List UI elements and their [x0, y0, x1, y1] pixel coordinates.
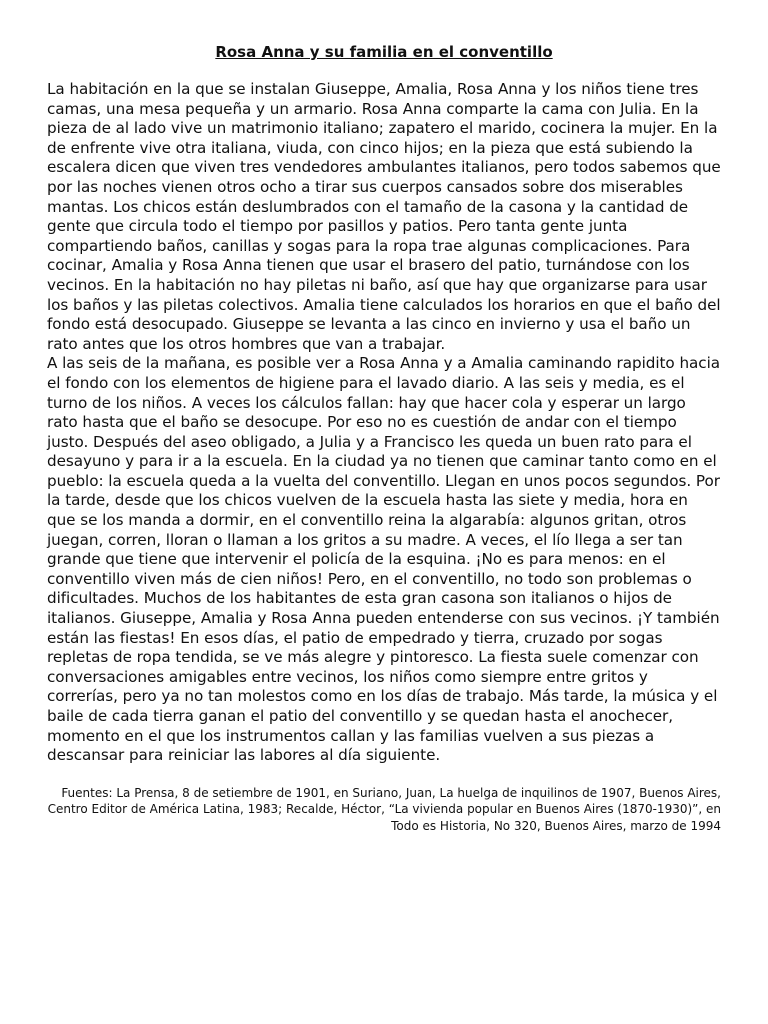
- paragraph-2: A las seis de la mañana, es posible ver a Rosa Anna y a Amalia caminando rapidito hacia el fondo con los elementos de higiene para el lavado diario. A las seis y media, es el turno de los niños. A veces los cálculos fallan: hay que hacer cola y esperar un largo rato hasta que el baño se desocupe. Por eso no es cuestión de andar con el tiempo justo. Después del aseo obligado, a Julia y a Francisco les queda un buen rato para el desayuno y para ir a la escuela. En la ciudad ya no tienen que caminar tanto como en el pueblo: la escuela queda a la vuelta del conventillo. Llegan en unos pocos segundos. Por la tarde, desde que los chicos vuelven de la escuela hasta las siete y media, hora en que se los manda a dormir, en el conventillo reina la algarabía: algunos gritan, otros juegan, corren, lloran o llaman a los gritos a su madre. A veces, el lío llega a ser tan grande que tiene que intervenir el policía de la esquina. ¡No es para menos: en el conventillo viven más de cien niños! Pero, en el conventillo, no todo son problemas o dificultades. Muchos de los habitantes de esta gran casona son italianos o hijos de italianos. Giuseppe, Amalia y Rosa Anna pueden entenderse con sus vecinos. ¡Y también están las fiestas! En esos días, el patio de empedrado y tierra, cruzado por sogas repletas de ropa tendida, se ve más alegre y pintoresco. La fiesta suele comenzar con conversaciones amigables entre vecinos, los niños como siempre entre gritos y correrías, pero ya no tan molestos como en los días de trabajo. Más tarde, la música y el baile de cada tierra ganan el patio del conventillo y se quedan hasta el anochecer, momento en el que los instrumentos callan y las familias vuelven a sus piezas a descansar para reiniciar las labores al día siguiente.: [47, 354, 720, 765]
- sources-footnote: Fuentes: La Prensa, 8 de setiembre de 1901, en Suriano, Juan, La huelga de inquilinos de 1907, Buenos Aires, Centro Editor de América Latina, 1983; Recalde, Héctor, “La vivienda popular en Buenos Aires (1870-1930)”, en Todo es Historia, No 320, Buenos Aires, marzo de 1994: [47, 785, 721, 833]
- paragraph-1: La habitación en la que se instalan Giuseppe, Amalia, Rosa Anna y los niños tiene tres camas, una mesa pequeña y un armario. Rosa Anna comparte la cama con Julia. En la pieza de al lado vive un matrimonio italiano; zapatero el marido, cocinera la mujer. En la de enfrente vive otra italiana, viuda, con cinco hijos; en la pieza que está subiendo la escalera dicen que viven tres vendedores ambulantes italianos, pero todos sabemos que por las noches vienen otros ocho a tirar sus cuerpos cansados sobre dos miserables mantas. Los chicos están deslumbrados con el tamaño de la casona y la cantidad de gente que circula todo el tiempo por pasillos y patios. Pero tanta gente junta compartiendo baños, canillas y sogas para la ropa trae algunas complicaciones. Para cocinar, Amalia y Rosa Anna tienen que usar el brasero del patio, turnándose con los vecinos. En la habitación no hay piletas ni baño, así que hay que organizarse para usar los baños y las piletas colectivos. Amalia tiene calculados los horarios en que el baño del fondo está desocupado. Giuseppe se levanta a las cinco en invierno y usa el baño un rato antes que los otros hombres que van a trabajar.: [47, 80, 721, 353]
- document-title: Rosa Anna y su familia en el conventillo: [215, 43, 553, 61]
- document-page: [47, 42, 721, 846]
